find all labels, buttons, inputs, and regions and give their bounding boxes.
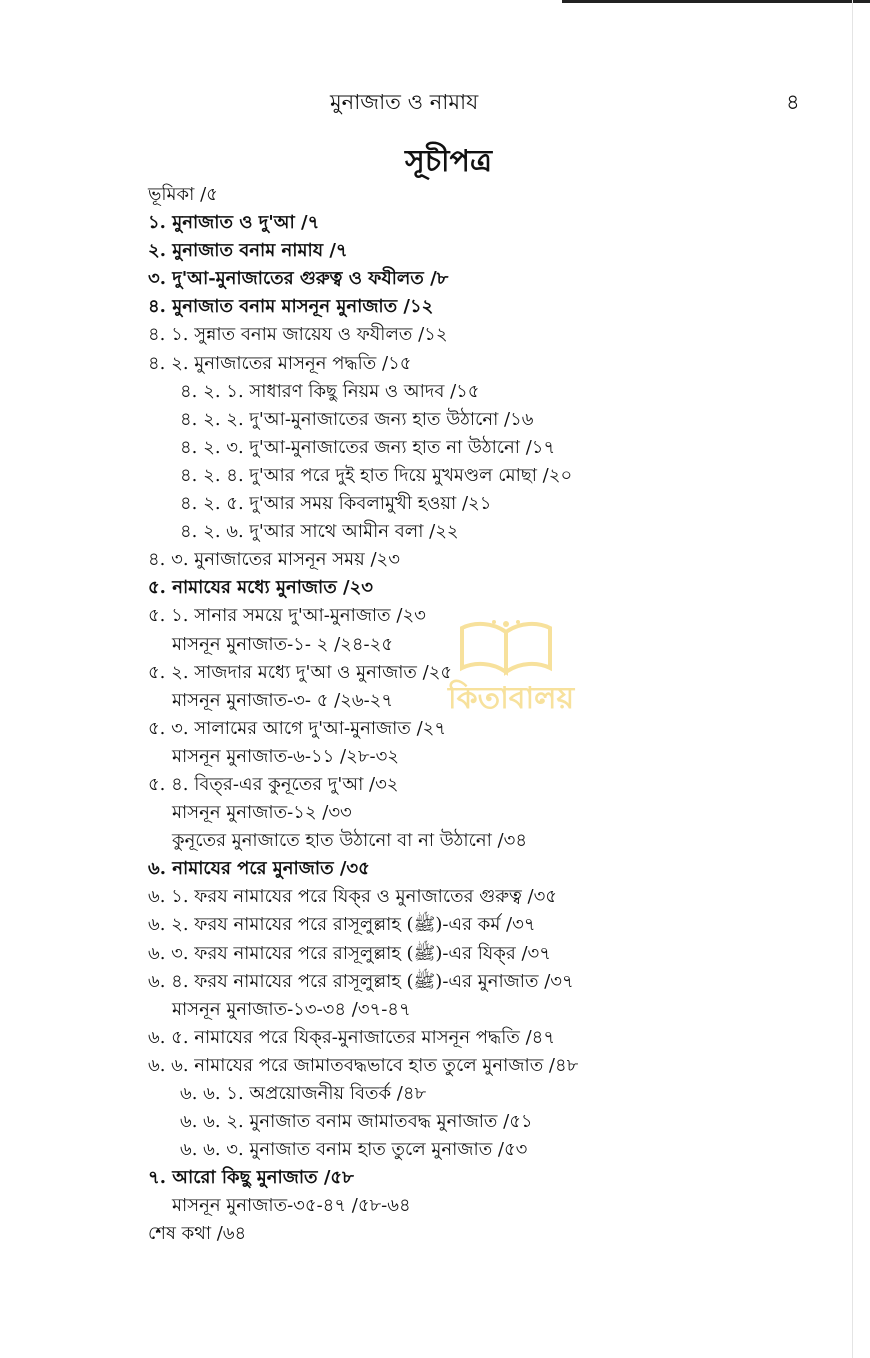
toc-entry: ৬. নামাযের পরে মুনাজাত /৩৫	[148, 858, 370, 880]
top-rule	[562, 0, 870, 3]
toc-entry: ৪. ২. ১. সাধারণ কিছু নিয়ম ও আদব /১৫	[180, 380, 480, 402]
toc-heading: সূচীপত্র	[405, 144, 492, 179]
toc-entry: ৪. ২. ৩. দু'আ-মুনাজাতের জন্য হাত না উঠানো /১৭	[180, 436, 556, 458]
toc-entry: ৫. ৪. বিত্‌র-এর কুনূতের দু'আ /৩২	[148, 773, 399, 795]
toc-entry: ১. মুনাজাত ও দু'আ /৭	[148, 212, 320, 234]
toc-entry: মাসনূন মুনাজাত-৬-১১ /২৮-৩২	[172, 745, 399, 767]
toc-entry: ৪. ২. মুনাজাতের মাসনূন পদ্ধতি /১৫	[148, 352, 412, 374]
running-header	[0, 86, 870, 118]
toc-entry: ৬. ৬. ৩. মুনাজাত বনাম হাত তুলে মুনাজাত /৫৩	[180, 1139, 528, 1161]
toc-entry: ৫. ১. সানার সময়ে দু'আ-মুনাজাত /২৩	[148, 605, 426, 627]
toc-entry: কুনূতের মুনাজাতে হাত উঠানো বা না উঠানো /৩৪	[172, 830, 527, 852]
page-number: ৪	[786, 90, 800, 114]
toc-entry: মাসনূন মুনাজাত-৩৫-৪৭ /৫৮-৬৪	[172, 1195, 411, 1217]
toc-entry: শেষ কথা /৬৪	[148, 1223, 247, 1245]
toc-entry: ৬. ৫. নামাযের পরে যিক্‌র-মুনাজাতের মাসনূন পদ্ধতি /৪৭	[148, 1026, 556, 1048]
toc-entry: মাসনূন মুনাজাত-৩- ৫ /২৬-২৭	[172, 689, 394, 711]
toc-entry: ৪. ২. ২. দু'আ-মুনাজাতের জন্য হাত উঠানো /১৬	[180, 408, 534, 430]
toc-entry: ৫. ২. সাজদার মধ্যে দু'আ ও মুনাজাত /২৫	[148, 661, 453, 683]
toc-entry: ৪. ৩. মুনাজাতের মাসনূন সময় /২৩	[148, 549, 400, 571]
toc-entry: ৪. ১. সুন্নাত বনাম জায়েয ও ফযীলত /১২	[148, 324, 448, 346]
toc-entry: ৪. মুনাজাত বনাম মাসনূন মুনাজাত /১২	[148, 296, 434, 318]
toc-entry: ৪. ২. ৫. দু'আর সময় কিবলামুখী হওয়া /২১	[180, 493, 492, 515]
toc-entry: ৬. ৬. ২. মুনাজাত বনাম জামাতবদ্ধ মুনাজাত /৫১	[180, 1111, 533, 1133]
toc-entry: ৭. আরো কিছু মুনাজাত /৫৮	[148, 1167, 354, 1189]
scan-line	[852, 0, 853, 1358]
toc-entry: ৬. ৬. নামাযের পরে জামাতবদ্ধভাবে হাত তুলে মুনাজাত /৪৮	[148, 1054, 579, 1076]
watermark	[448, 618, 575, 716]
toc-entry: ৫. ৩. সালামের আগে দু'আ-মুনাজাত /২৭	[148, 717, 447, 739]
toc-entry: ৬. ২. ফরয নামাযের পরে রাসূলুল্লাহ (ﷺ)-এর কর্ম /৩৭	[148, 914, 536, 936]
toc-entry: ৪. ২. ৪. দু'আর পরে দুই হাত দিয়ে মুখমণ্ডল মোছা /২০	[180, 464, 573, 486]
toc-entry: ৬. ৬. ১. অপ্রয়োজনীয় বিতর্ক /৪৮	[180, 1083, 427, 1104]
toc-entry: ৪. ২. ৬. দু'আর সাথে আমীন বলা /২২	[180, 521, 459, 543]
toc-entry: ৩. দু'আ-মুনাজাতের গুরুত্ব ও ফযীলত /৮	[148, 268, 449, 290]
running-title: মুনাজাত ও নামায	[330, 90, 479, 114]
toc-entry: ৬. ৩. ফরয নামাযের পরে রাসূলুল্লাহ (ﷺ)-এর যিক্‌র /৩৭	[148, 942, 551, 964]
watermark-text: কিতাবালয়	[448, 681, 575, 716]
toc-entry: ৫. নামাযের মধ্যে মুনাজাত /২৩	[148, 577, 373, 599]
toc-entry: মাসনূন মুনাজাত-১- ২ /২৪-২৫	[172, 633, 394, 655]
toc-entry: ভূমিকা /৫	[148, 184, 218, 205]
toc-entry: ৬. ৪. ফরয নামাযের পরে রাসূলুল্লাহ (ﷺ)-এর মুনাজাত /৩৭	[148, 970, 574, 992]
toc-entry: ৬. ১. ফরয নামাযের পরে যিক্‌র ও মুনাজাতের গুরুত্ব /৩৫	[148, 886, 557, 908]
toc-entry: মাসনূন মুনাজাত-১২ /৩৩	[172, 802, 352, 824]
open-book-icon	[448, 618, 564, 678]
toc-entry: মাসনূন মুনাজাত-১৩-৩৪ /৩৭-৪৭	[172, 998, 411, 1020]
toc-entry: ২. মুনাজাত বনাম নামায /৭	[148, 240, 348, 262]
